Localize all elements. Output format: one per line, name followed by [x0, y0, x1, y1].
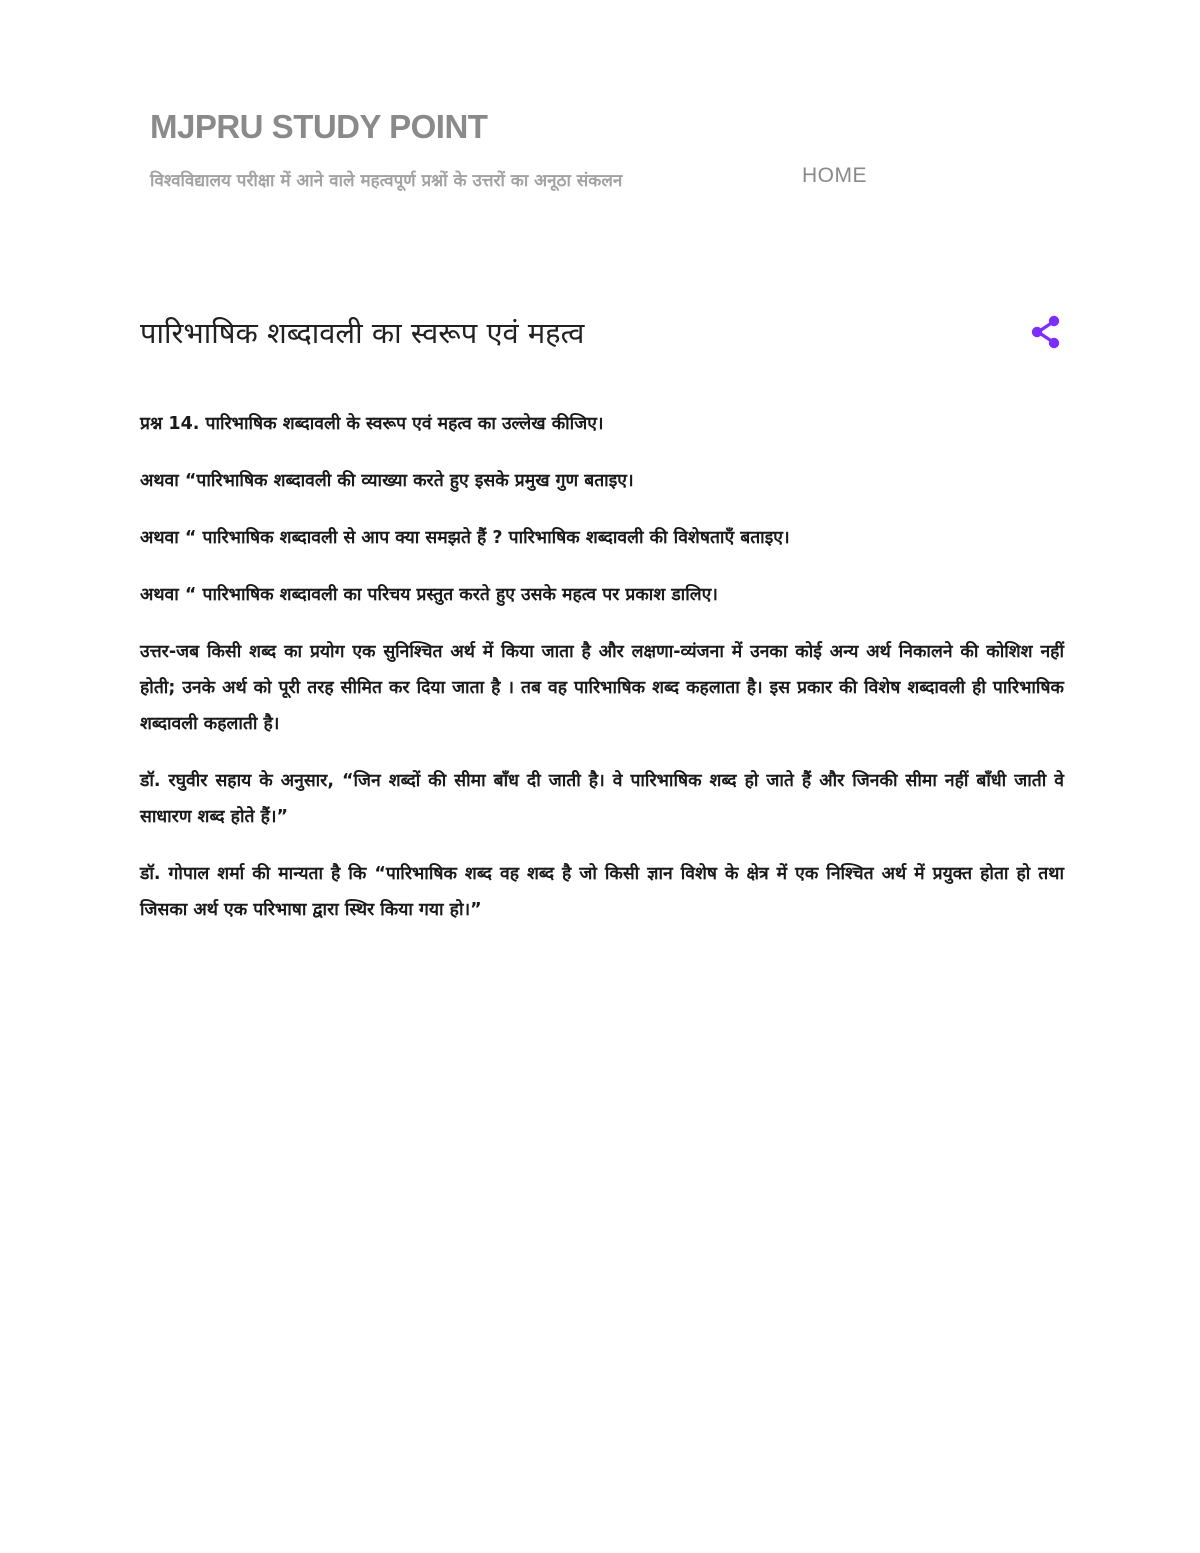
site-description: विश्वविद्यालय परीक्षा में आने वाले महत्वपूर्ण प्रश्नों के उत्तरों का अनूठा संकलन: [150, 171, 623, 191]
nav-home-link[interactable]: HOME: [802, 164, 867, 187]
site-header: [150, 108, 1070, 198]
post-title: पारिभाषिक शब्दावली का स्वरूप एवं महत्व: [140, 316, 585, 350]
post-header: [140, 308, 1064, 368]
alternate-question-paragraph: अथवा “ पारिभाषिक शब्दावली का परिचय प्रस्तुत करते हुए उसके महत्व पर प्रकाश डालिए।: [140, 585, 718, 605]
question-paragraph: प्रश्न 14. पारिभाषिक शब्दावली के स्वरूप एवं महत्व का उल्लेख कीजिए।: [140, 414, 604, 434]
post: [140, 308, 1064, 949]
share-icon: [1028, 314, 1064, 350]
site-title[interactable]: MJPRU STUDY POINT: [150, 108, 488, 145]
share-button[interactable]: [1028, 314, 1064, 350]
alternate-question-paragraph: अथवा “पारिभाषिक शब्दावली की व्याख्या करते हुए इसके प्रमुख गुण बताइए।: [140, 471, 634, 491]
post-body: [140, 406, 1064, 928]
answer-paragraph: उत्तर-जब किसी शब्द का प्रयोग एक सुनिश्चित अर्थ में किया जाता है और लक्षणा-व्यंजना में उनका कोई अन्य अर्थ निकालने की कोशिश नहीं होती; उनके अर्थ को पूरी तरह सीमित कर दिया जाता है । तब वह पारिभाषिक शब्द कहलाता है। इस प्रकार की विशेष शब्दावली ही पारिभाषिक शब्दावली कहलाती है।: [140, 642, 1064, 734]
quote-paragraph: डॉ. गोपाल शर्मा की मान्यता है कि “पारिभाषिक शब्द वह शब्द है जो किसी ज्ञान विशेष के क्षेत्र में एक निश्चित अर्थ में प्रयुक्त होता हो तथा जिसका अर्थ एक परिभाषा द्वारा स्थिर किया गया हो।”: [140, 864, 1064, 920]
alternate-question-paragraph: अथवा “ पारिभाषिक शब्दावली से आप क्या समझते हैं ? पारिभाषिक शब्दावली की विशेषताएँ बताइए।: [140, 528, 790, 548]
quote-paragraph: डॉ. रघुवीर सहाय के अनुसार, “जिन शब्दों की सीमा बाँध दी जाती है। वे पारिभाषिक शब्द हो जाते हैं और जिनकी सीमा नहीं बाँधी जाती वे साधारण शब्द होते हैं।”: [140, 771, 1064, 827]
